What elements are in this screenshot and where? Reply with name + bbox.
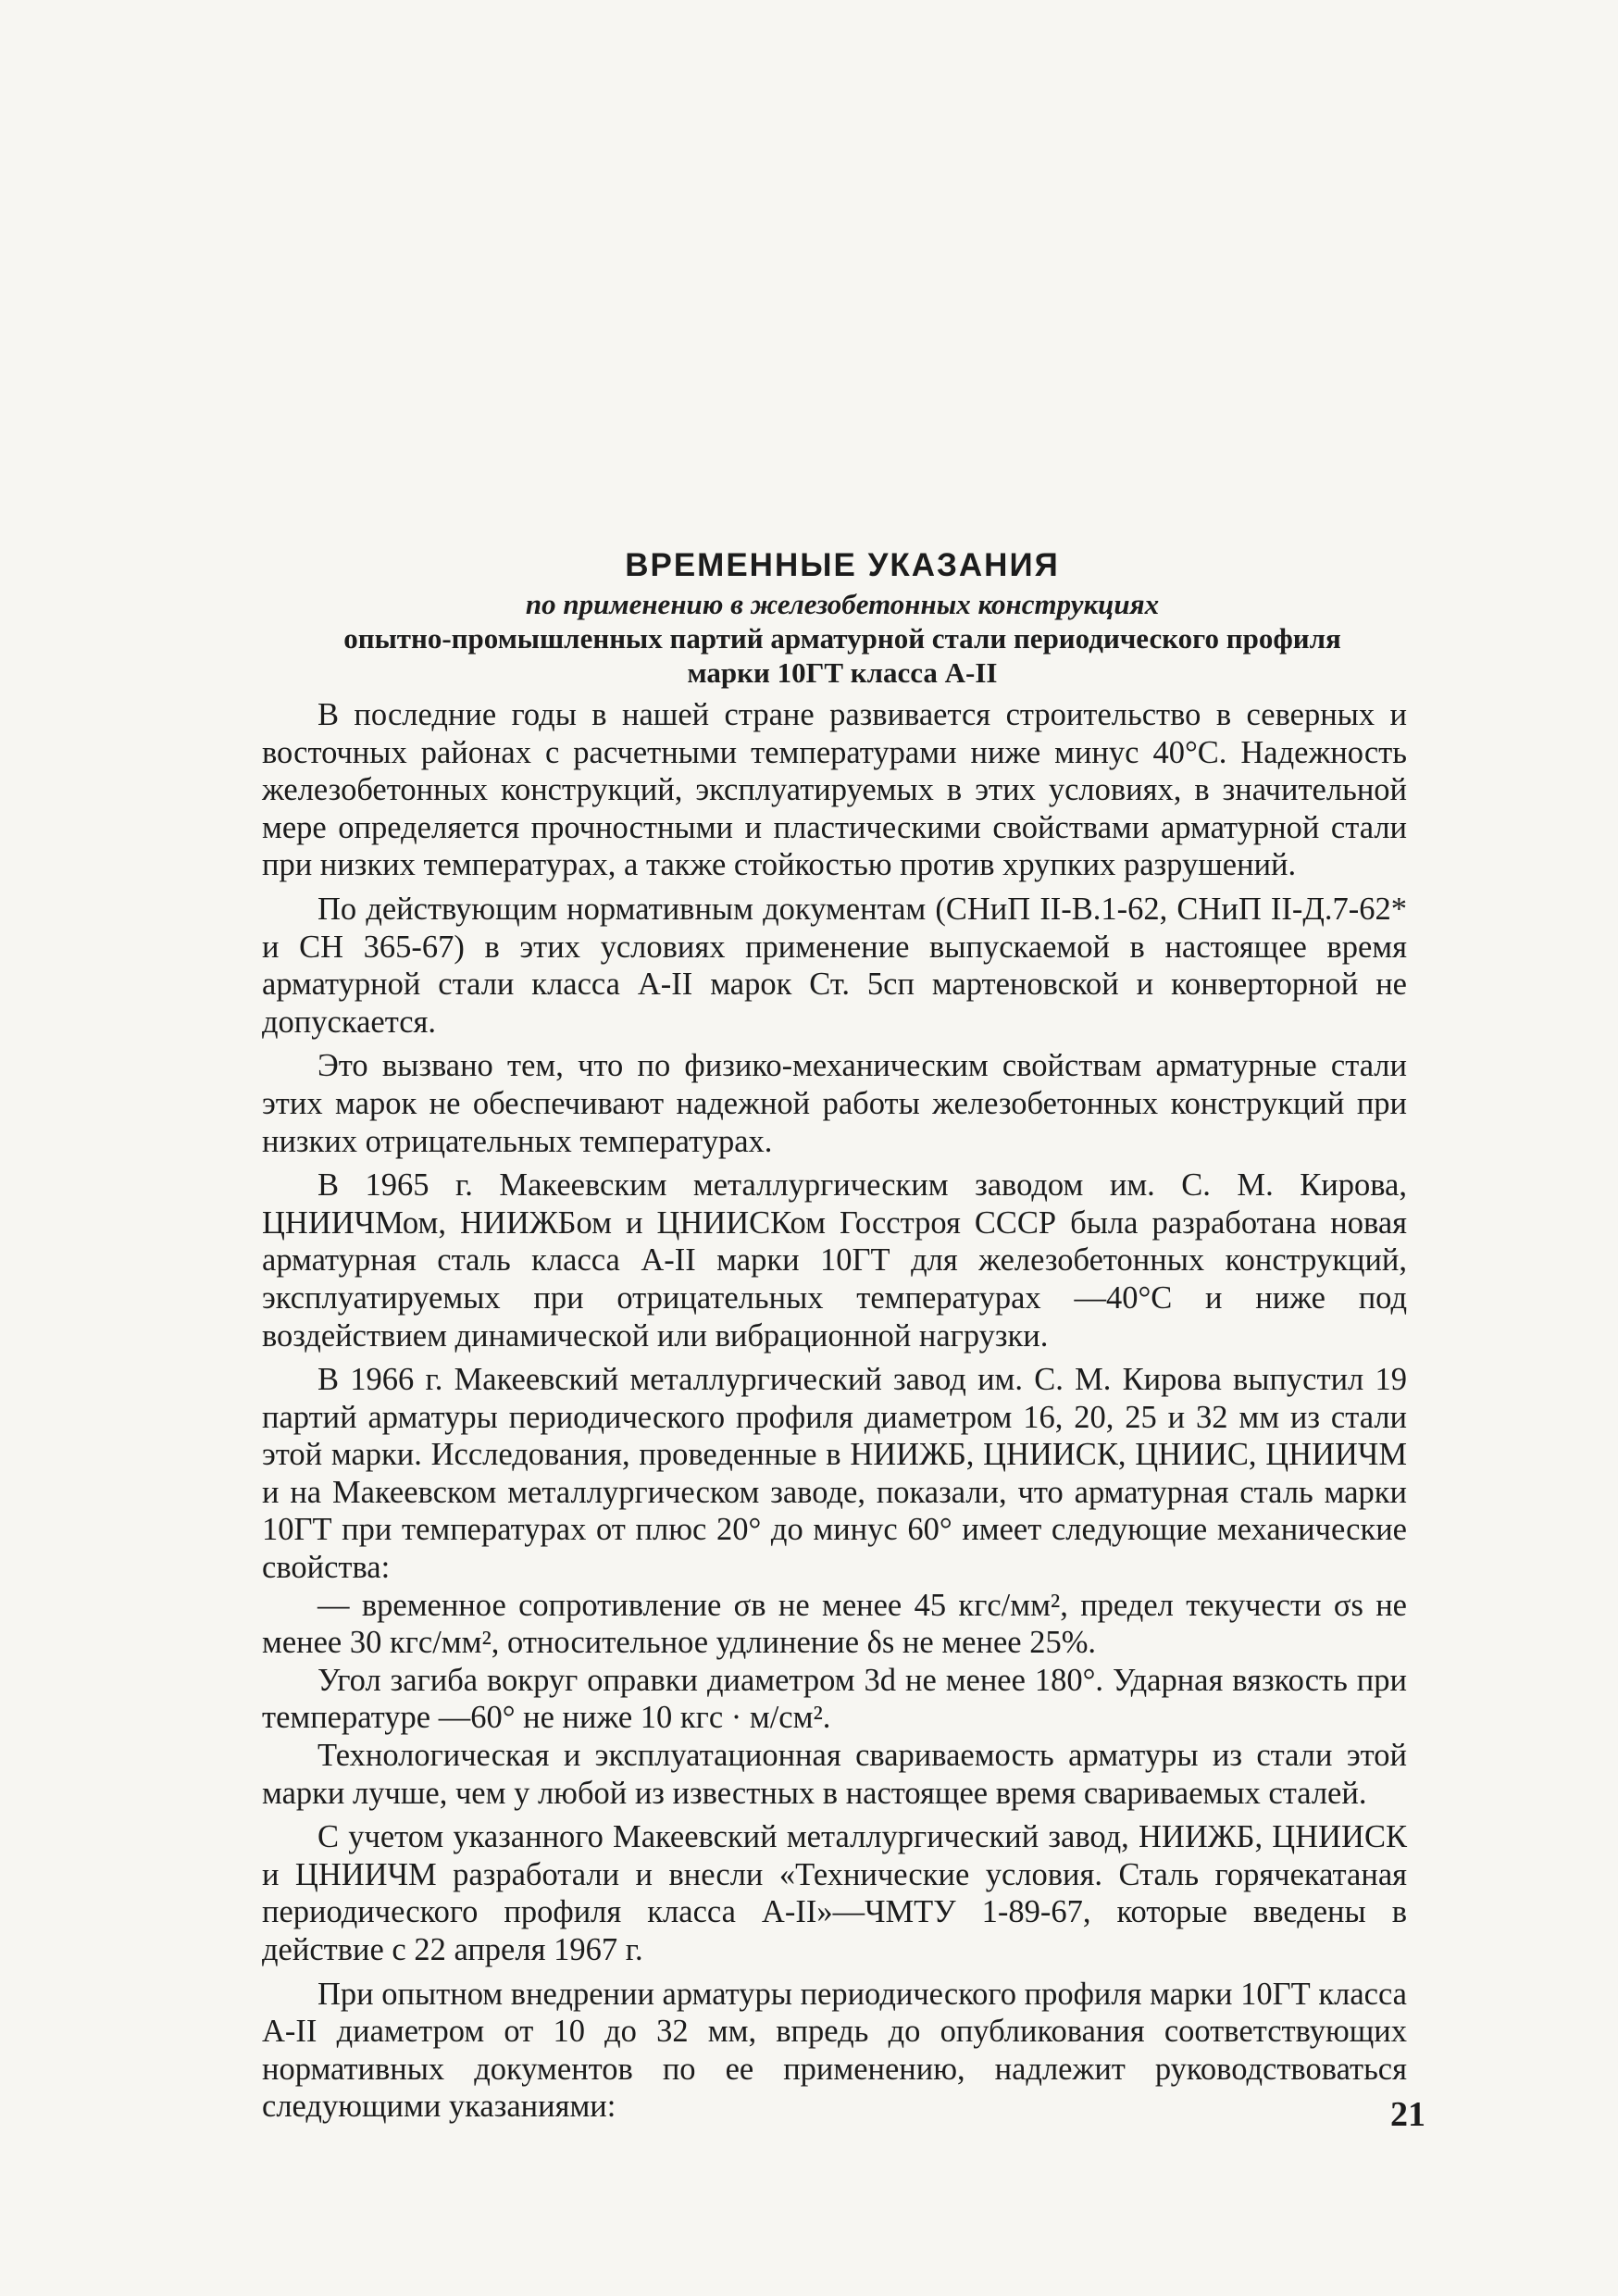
paragraph-3: Это вызвано тем, что по физико-механическим свойствам арматурные стали этих марок не обеспечивают надежной работы железобетонных конструкций при низких отрицательных температурах. (262, 1048, 1407, 1159)
paragraph-7: Угол загиба вокруг оправки диаметром 3d не менее 180°. Ударная вязкость при температуре —60° не ниже 10 кгс · м/см². (262, 1662, 1407, 1736)
paragraph-9: С учетом указанного Макеевский металлургический завод, НИИЖБ, ЦНИИСК и ЦНИИЧМ разработали и внесли «Технические условия. Сталь горячекатаная периодического профиля класса А-II»—ЧМТУ 1-89-67, которые введены в действие с 22 апреля 1967 г. (262, 1819, 1407, 1967)
paragraph-6: — временное сопротивление σв не менее 45 кгс/мм², предел текучести σs не менее 30 кгс/мм², относительное удлинение δs не менее 25%. (262, 1587, 1407, 1661)
page-number: 21 (1390, 2095, 1425, 2134)
paragraph-4: В 1965 г. Макеевским металлургическим заводом им. С. М. Кирова, ЦНИИЧМом, НИИЖБом и ЦНИИСКом Госстроя СССР была разработана новая арматурная сталь класса А-II марки 10ГТ для железобетонных конструкций, эксплуатируемых при отрицательных температурах —40°С и ниже под воздействием динамической или вибрационной нагрузки. (262, 1167, 1407, 1354)
subtitle-line-2: опытно-промышленных партий арматурной стали периодического профиля (343, 622, 1341, 655)
paragraph-2: По действующим нормативным документам (СНиП II-В.1-62, СНиП II-Д.7-62* и СН 365-67) в этих условиях применение выпускаемой в настоящее время арматурной стали класса А-II марок Ст. 5сп мартеновской и конверторной не допускается. (262, 891, 1407, 1040)
paragraph-1: В последние годы в нашей стране развивается строительство в северных и восточных районах с расчетными температурами ниже минус 40°С. Надежность железобетонных конструкций, эксплуатируемых в этих условиях, в значительной мере определяется прочностными и пластическими свойствами арматурной стали при низких температурах, а также стойкостью против хрупких разрушений. (262, 697, 1407, 883)
subtitle-line-3: марки 10ГТ класса А-II (687, 656, 998, 689)
paragraph-10: При опытном внедрении арматуры периодического профиля марки 10ГТ класса А-II диаметром от 10 до 32 мм, впредь до опубликования соответствующих нормативных документов по ее применению, надлежит руководствоваться следующими указаниями: (262, 1976, 1407, 2125)
paragraph-8: Технологическая и эксплуатационная свариваемость арматуры из стали этой марки лучше, чем у любой из известных в настоящее время свариваемых сталей. (262, 1738, 1407, 1811)
document-title: ВРЕМЕННЫЕ УКАЗАНИЯ (625, 547, 1060, 583)
subtitle-line-1: по применению в железобетонных конструкциях (525, 588, 1160, 620)
paragraph-5: В 1966 г. Макеевский металлургический завод им. С. М. Кирова выпустил 19 партий арматуры периодического профиля диаметром 16, 20, 25 и 32 мм из стали этой марки. Исследования, проведенные в НИИЖБ, ЦНИИСК, ЦНИИС, ЦНИИЧМ и на Макеевском металлургическом заводе, показали, что арматурная сталь марки 10ГТ при температурах от плюс 20° до минус 60° имеет следующие механические свойства: (262, 1362, 1407, 1586)
title-block (278, 544, 1407, 690)
body-text (262, 696, 1407, 2132)
